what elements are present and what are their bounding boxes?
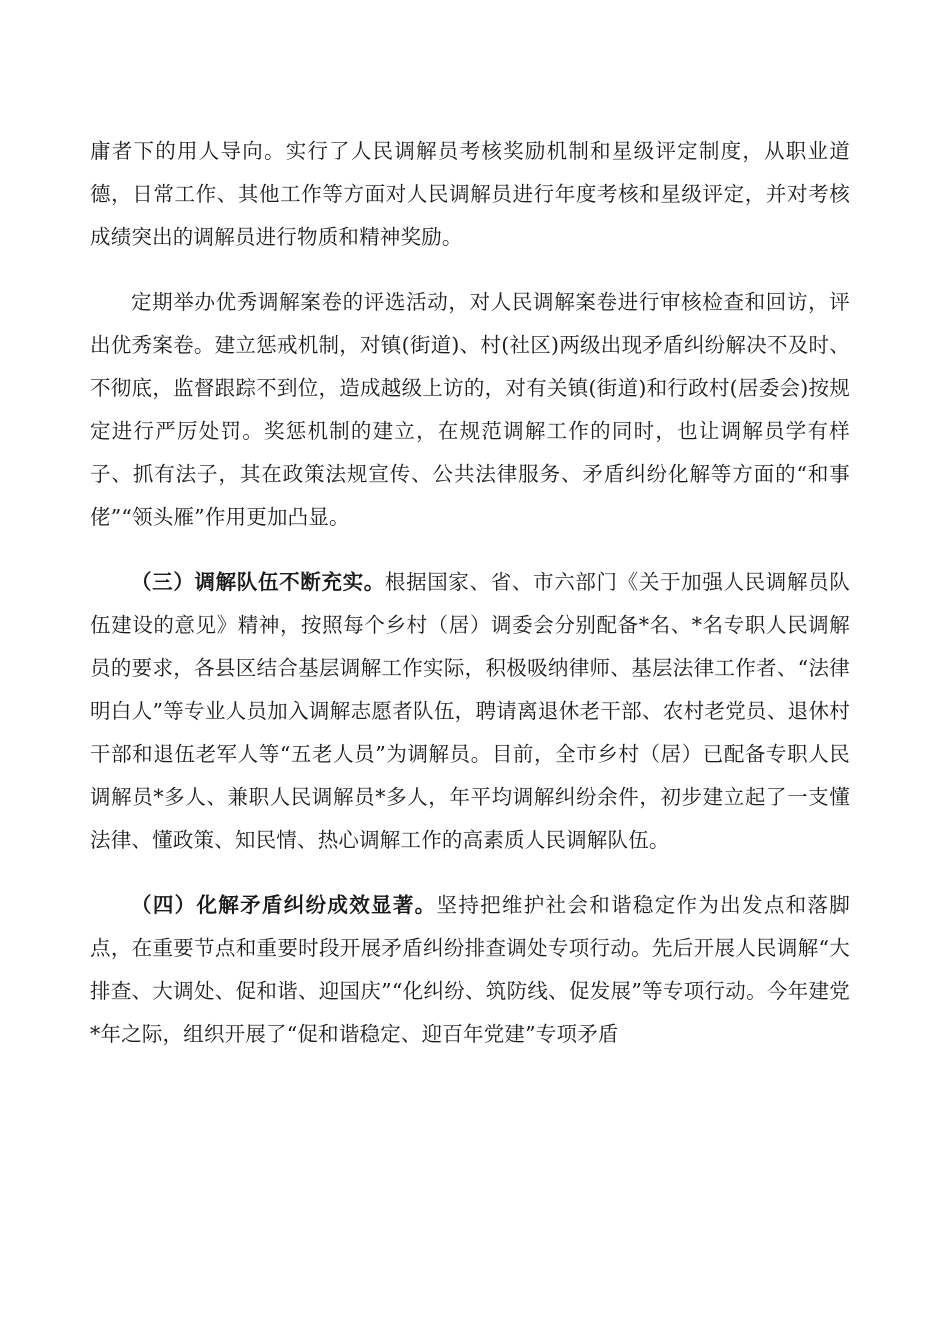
paragraph-3: [90, 561, 850, 862]
paragraph-4-text: 坚持把维护社会和谐稳定作为出发点和落脚点，在重要节点和重要时段开展矛盾纠纷排查调处专项行动。先后开展人民调解“大排查、大调处、促和谐、迎国庆”“化纠纷、筑防线、促发展”等专项行动。今年建党*年之际，组织开展了“促和谐稳定、迎百年党建”专项矛盾: [90, 893, 850, 1046]
paragraph-2-text: 定期举办优秀调解案卷的评选活动，对人民调解案卷进行审核检查和回访，评出优秀案卷。建立惩戒机制，对镇(街道)、村(社区)两级出现矛盾纠纷解决不及时、不彻底，监督跟踪不到位，造成越级上访的，对有关镇(街道)和行政村(居委会)按规定进行严厉处罚。奖惩机制的建立，在规范调解工作的同时，也让调解员学有样子、抓有法子，其在政策法规宣传、公共法律服务、矛盾纠纷化解等方面的“和事佬”“领头雁”作用更加凸显。: [90, 290, 850, 529]
section-heading-4: （四）化解矛盾纠纷成效显著。: [131, 893, 437, 917]
paragraph-2: [90, 281, 850, 539]
document-page: [90, 130, 850, 1056]
paragraph-1: [90, 130, 850, 259]
paragraph-1-text: 庸者下的用人导向。实行了人民调解员考核奖励机制和星级评定制度，从职业道德，日常工作、其他工作等方面对人民调解员进行年度考核和星级评定，并对考核成绩突出的调解员进行物质和精神奖励。: [90, 139, 850, 249]
paragraph-3-text: 根据国家、省、市六部门《关于加强人民调解员队伍建设的意见》精神，按照每个乡村（居）调委会分别配备*名、*名专职人民调解员的要求，各县区结合基层调解工作实际，积极吸纳律师、基层法律工作者、“法律明白人”等专业人员加入调解志愿者队伍，聘请离退休老干部、农村老党员、退休村干部和退伍老军人等“五老人员”为调解员。目前，全市乡村（居）已配备专职人民调解员*多人、兼职人民调解员*多人，年平均调解纠纷余件，初步建立起了一支懂法律、懂政策、知民情、热心调解工作的高素质人民调解队伍。: [90, 570, 850, 852]
paragraph-4: [90, 884, 850, 1056]
section-heading-3: （三）调解队伍不断充实。: [131, 570, 385, 594]
